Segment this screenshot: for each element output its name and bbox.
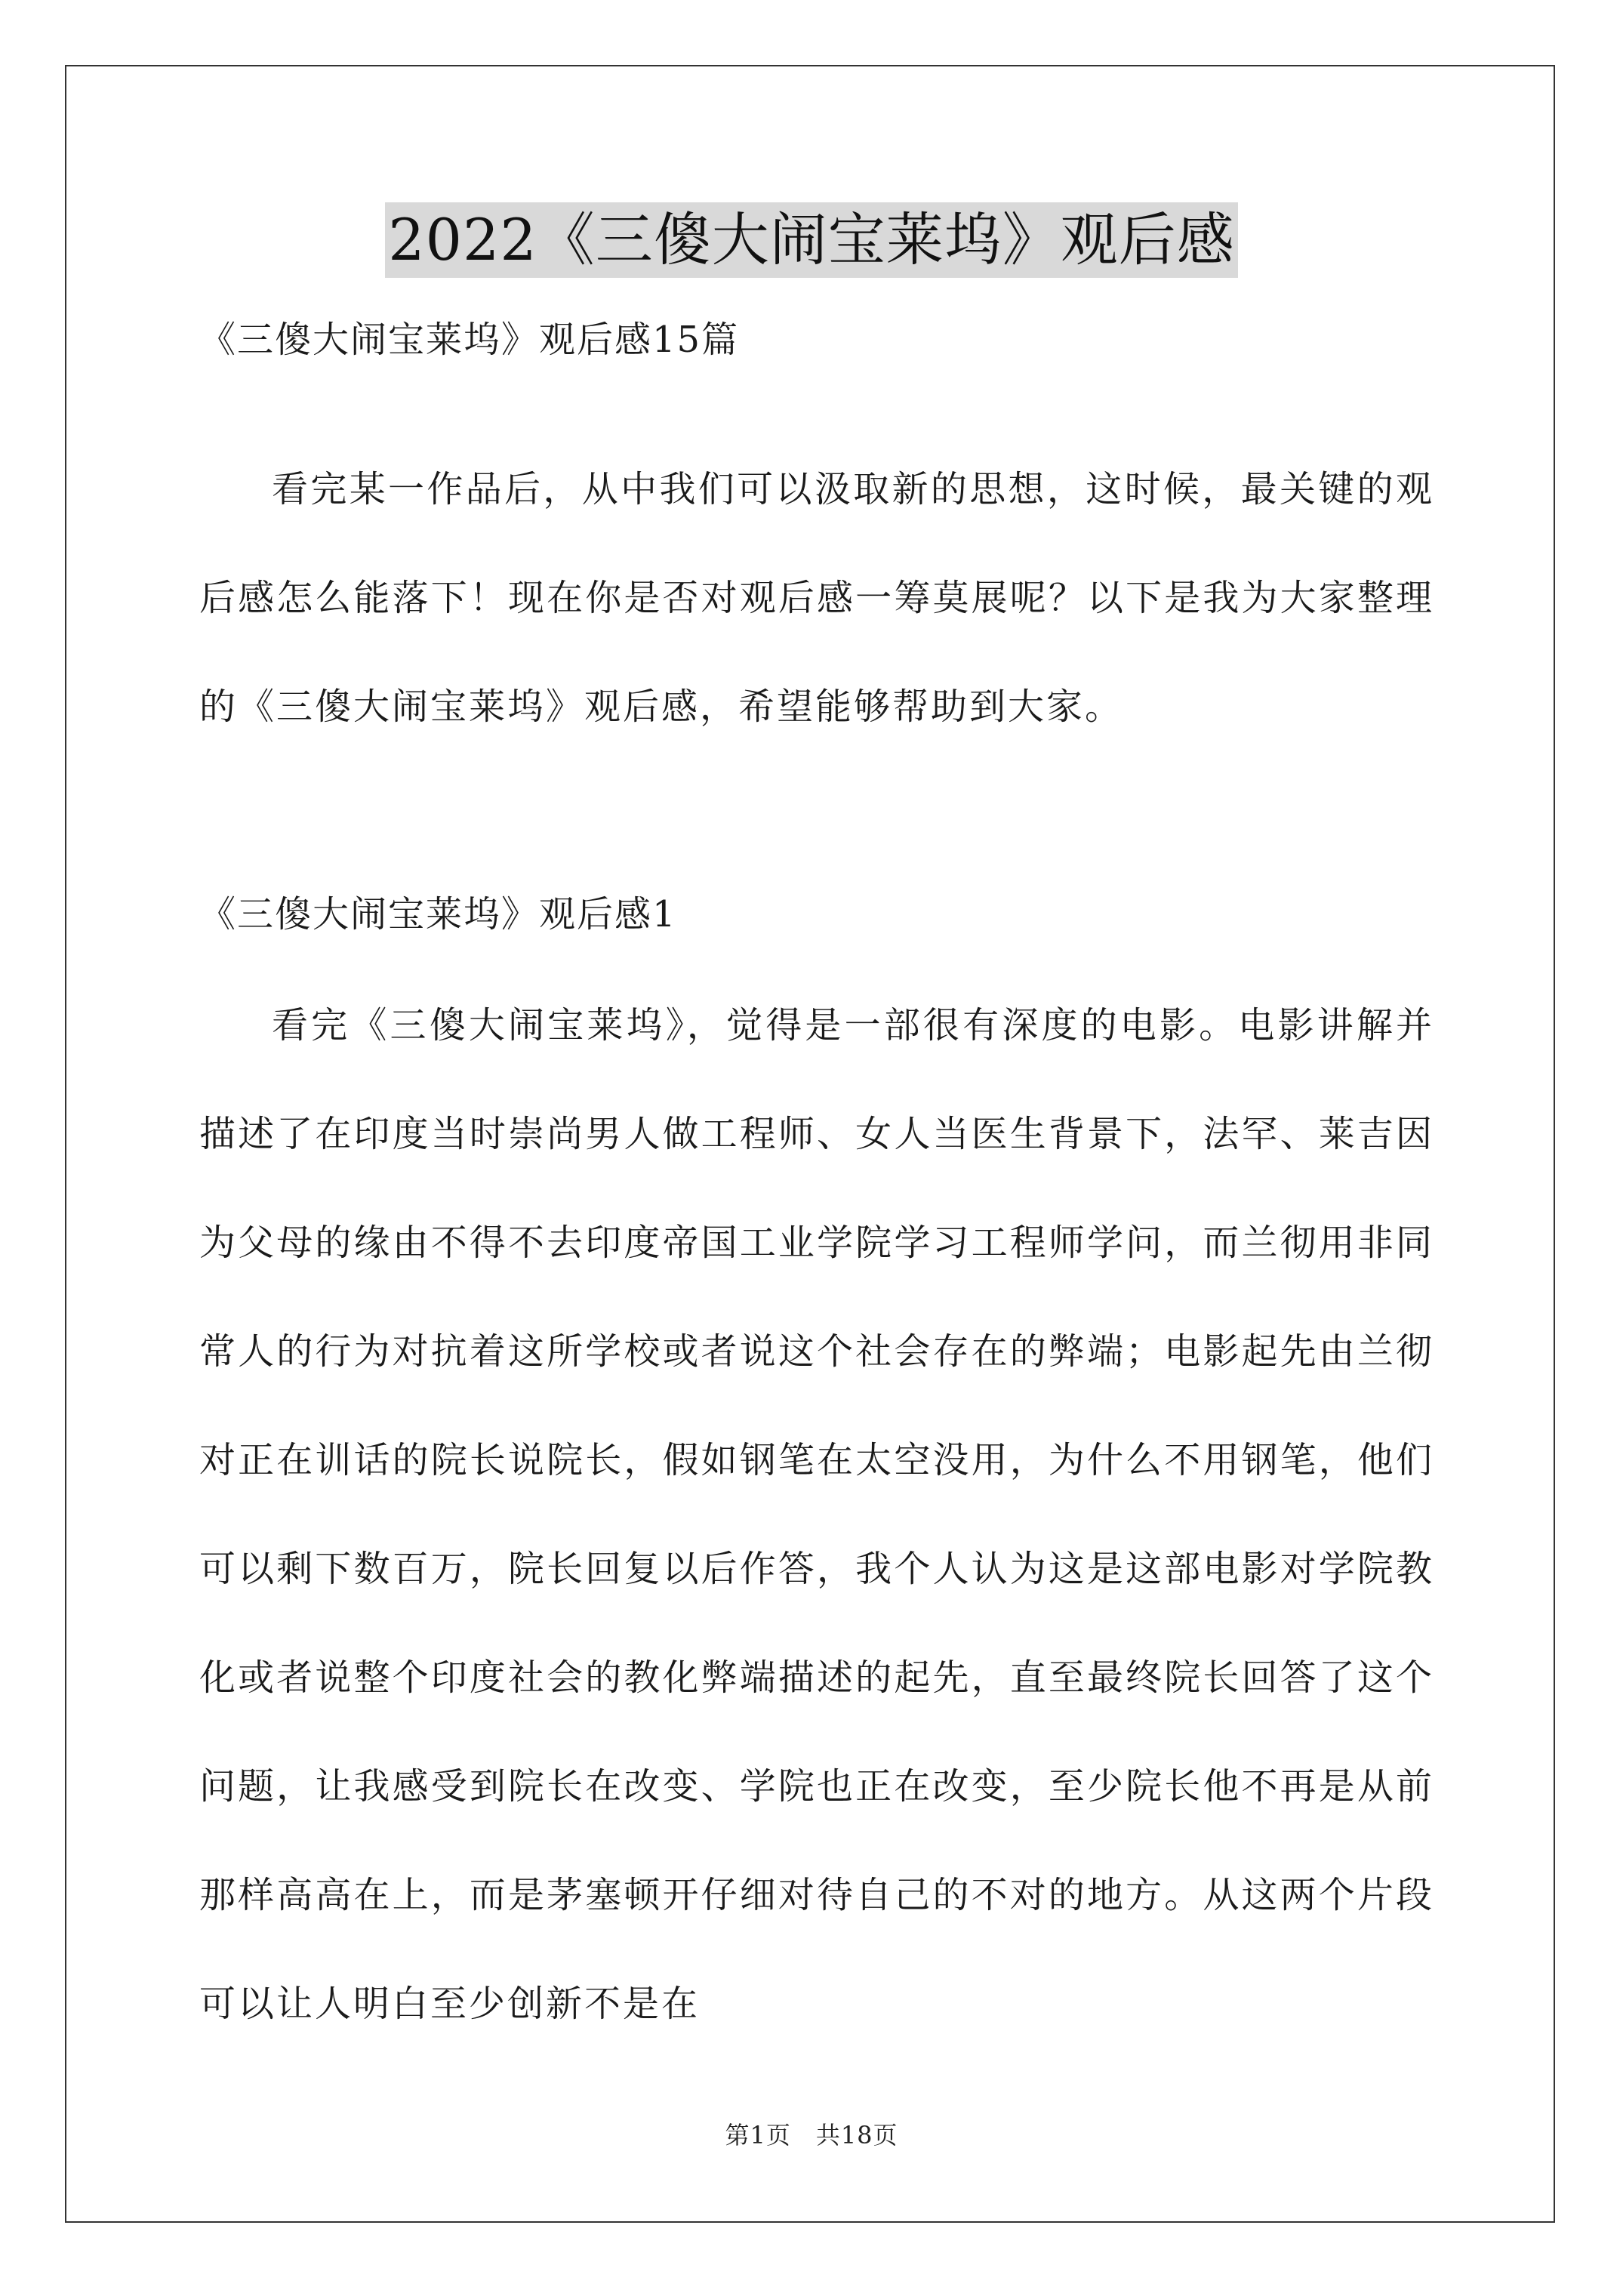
- document-title: 2022《三傻大闹宝莱坞》观后感: [385, 202, 1237, 278]
- document-subtitle: 《三傻大闹宝莱坞》观后感15篇: [199, 319, 740, 361]
- intro-paragraph: 看完某一作品后，从中我们可以汲取新的思想，这时候，最关键的观后感怎么能落下！现在你是否对观后感一筹莫展呢？以下是我为大家整理的《三傻大闹宝莱坞》观后感，希望能够帮助到大家。: [199, 468, 1434, 728]
- title-container: [0, 202, 1623, 278]
- section-heading: 《三傻大闹宝莱坞》观后感1: [199, 893, 677, 935]
- page-footer: 第1页 共18页: [725, 2121, 898, 2150]
- section-paragraph: 看完《三傻大闹宝莱坞》，觉得是一部很有深度的电影。电影讲解并描述了在印度当时崇尚男人做工程师、女人当医生背景下，法罕、莱吉因为父母的缘由不得不去印度帝国工业学院学习工程师学问，而兰彻用非同常人的行为对抗着这所学校或者说这个社会存在的弊端；电影起先由兰彻对正在训话的院长说院长，假如钢笔在太空没用，为什么不用钢笔，他们可以剩下数百万，院长回复以后作答，我个人认为这是这部电影对学院教化或者说整个印度社会的教化弊端描述的起先，直至最终院长回答了这个问题，让我感受到院长在改变、学院也正在改变，至少院长他不再是从前那样高高在上，而是茅塞顿开仔细对待自己的不对的地方。从这两个片段可以让人明白至少创新不是在: [199, 1004, 1434, 2025]
